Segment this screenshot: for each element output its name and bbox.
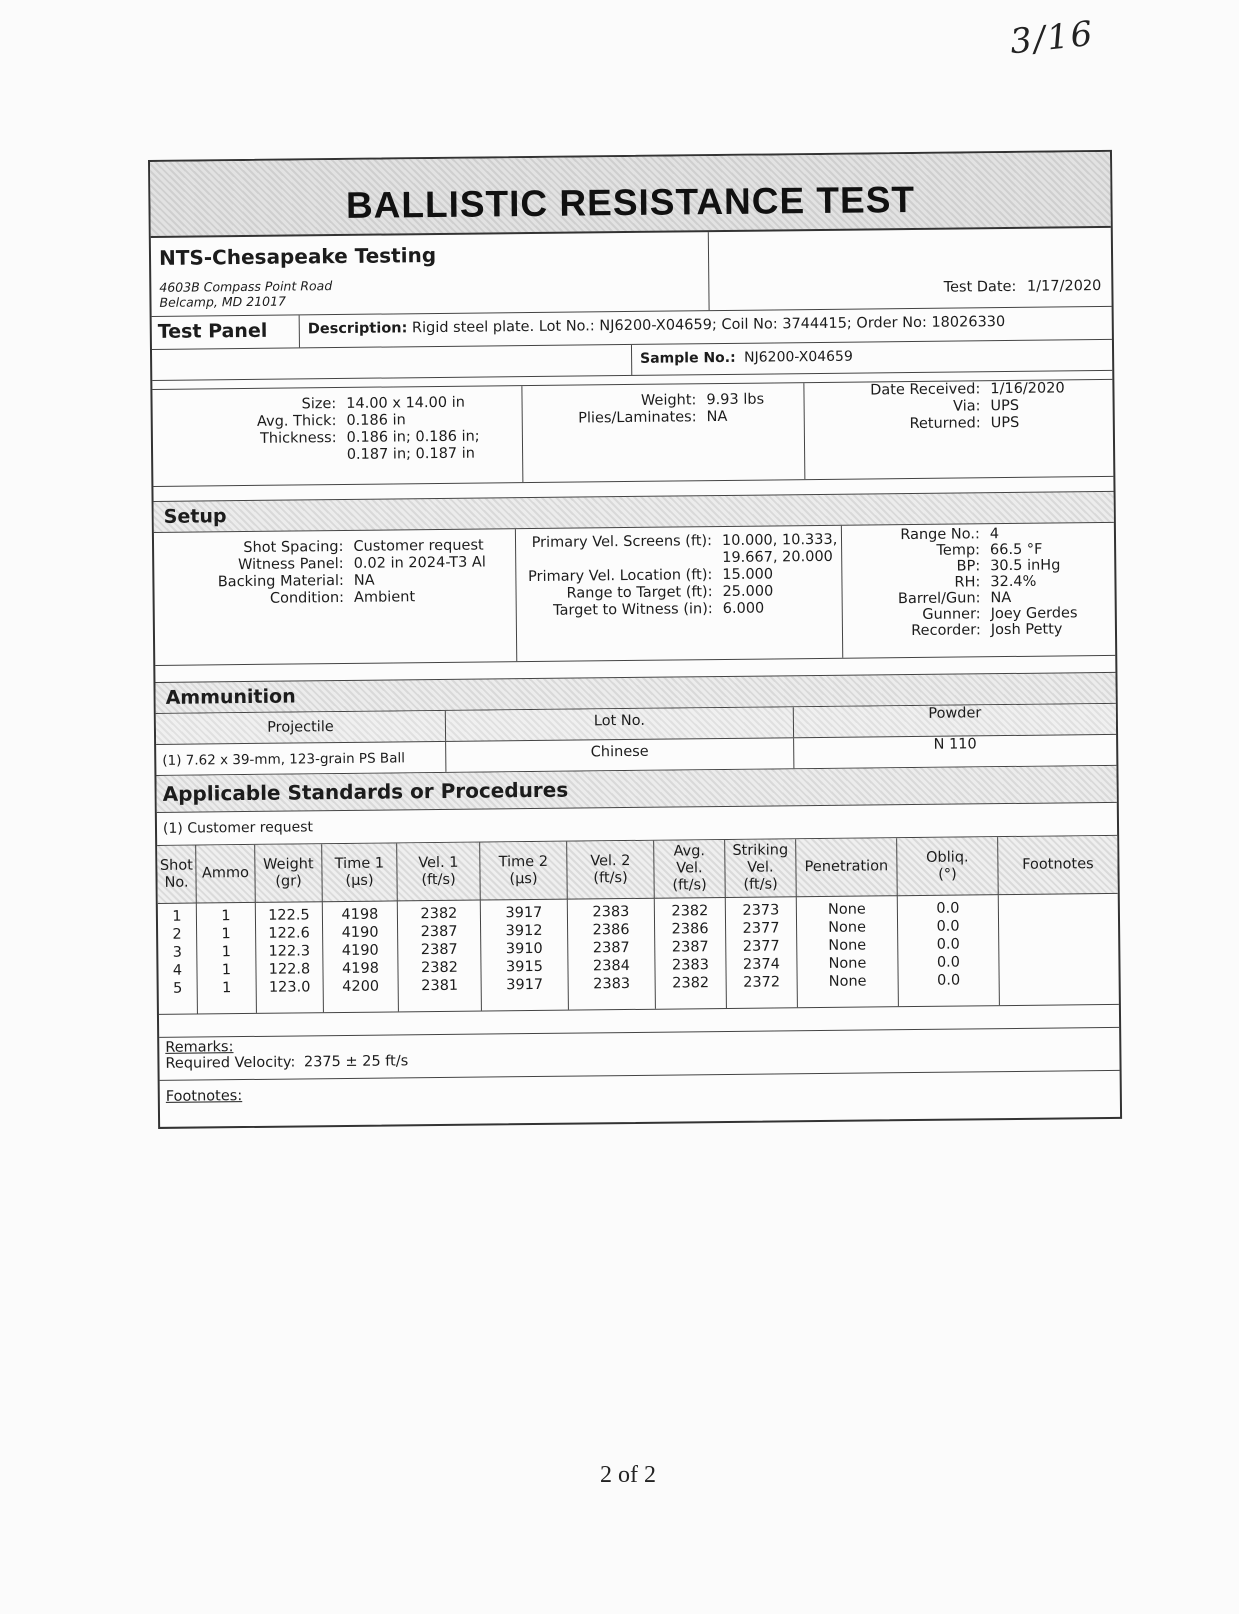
col-footnotes	[998, 893, 1119, 1005]
gunner-label: Gunner:	[922, 606, 981, 623]
test-panel-heading: Test Panel	[152, 315, 300, 349]
lab-address-line1: 4603B Compass Point Road	[159, 278, 333, 295]
col-penetration: None None None None None	[796, 896, 898, 1008]
range-no-value: 4	[989, 526, 1000, 543]
test-date-label: Test Date:	[943, 278, 1017, 296]
weight-value: 9.93 lbs	[706, 391, 765, 409]
bp-label: BP:	[956, 558, 981, 575]
temp-label: Temp:	[936, 542, 981, 559]
footnotes-label: Footnotes:	[165, 1088, 243, 1105]
barrel-label: Barrel/Gun:	[897, 590, 981, 608]
condition-label: Condition:	[269, 589, 345, 607]
setup-range-info	[842, 523, 1115, 658]
bp-value: 30.5 inHg	[990, 557, 1061, 575]
th-striking-vel: Striking Vel. (ft/s)	[725, 839, 797, 897]
setup-shot-info	[154, 529, 517, 665]
panel-specs-row	[152, 379, 1113, 487]
lab-name: NTS-Chesapeake Testing	[158, 242, 437, 270]
order-value: 18026330	[931, 314, 1006, 331]
condition-value: Ambient	[353, 589, 416, 606]
location-value: 15.000	[722, 566, 774, 584]
title-banner	[150, 152, 1111, 238]
th-vel2: Vel. 2 (ft/s)	[567, 841, 655, 899]
backing-value: NA	[353, 572, 375, 589]
col-avg-vel: 2382 2386 2387 2383 2382	[654, 897, 726, 1008]
th-weight: Weight (gr)	[255, 844, 323, 902]
shot-spacing-value: Customer request	[353, 537, 484, 555]
via-value: UPS	[990, 397, 1020, 415]
coil-label: Coil No:	[721, 316, 778, 334]
date-received-value: 1/16/2020	[990, 380, 1065, 398]
range-to-target-value: 25.000	[722, 583, 774, 601]
col-obliquity: 0.0 0.0 0.0 0.0 0.0	[897, 895, 999, 1007]
ammunition-heading: Ammunition	[155, 672, 1115, 714]
rh-value: 32.4%	[990, 573, 1037, 591]
col-vel2: 2383 2386 2387 2384 2383	[567, 898, 655, 1009]
target-to-witness-label: Target to Witness (in):	[553, 601, 713, 619]
screens-label: Primary Vel. Screens (ft):	[531, 533, 713, 552]
ammo-lot-value: Chinese	[446, 738, 794, 772]
col-weight: 122.5 122.6 122.3 122.8 123.0	[255, 902, 323, 1013]
th-shot-no: Shot No.	[157, 846, 196, 904]
panel-weight	[522, 383, 805, 482]
sample-number	[632, 340, 1112, 375]
size-value: 14.00 x 14.00 in	[346, 394, 465, 412]
temp-value: 66.5 °F	[989, 541, 1043, 559]
remarks-velocity-value: 2375 ± 25 ft/s	[303, 1053, 409, 1071]
plies-label: Plies/Laminates:	[578, 409, 697, 427]
footnotes-row	[160, 1071, 1120, 1127]
col-striking-vel: 2373 2377 2377 2374 2372	[725, 897, 797, 1008]
rh-label: RH:	[954, 574, 981, 591]
thickness-line1: 0.186 in; 0.186 in;	[346, 428, 480, 446]
th-footnotes: Footnotes	[998, 836, 1118, 895]
description-value: Rigid steel plate.	[411, 318, 535, 337]
th-vel1: Vel. 1 (ft/s)	[397, 843, 481, 901]
barrel-value: NA	[990, 589, 1012, 607]
description-label: Description:	[307, 320, 408, 338]
backing-label: Backing Material:	[217, 572, 344, 591]
form-title: BALLISTIC RESISTANCE TEST	[345, 178, 916, 226]
sample-blank	[152, 345, 632, 380]
th-obliquity: Obliq. (°)	[897, 837, 999, 896]
sample-label: Sample No.:	[640, 349, 736, 367]
panel-receipt	[804, 380, 1113, 479]
recorder-label: Recorder:	[911, 622, 981, 640]
via-label: Via:	[953, 398, 981, 415]
shots-table-row	[157, 836, 1119, 1015]
date-received-label: Date Received:	[870, 381, 981, 399]
powder-value: N 110	[933, 736, 977, 753]
shots-table	[157, 836, 1119, 1014]
lab-header-row	[151, 228, 1112, 317]
setup-row	[154, 523, 1115, 666]
th-penetration: Penetration	[796, 838, 898, 897]
coil-value: 3744415;	[782, 315, 852, 333]
col-time2: 3917 3912 3910 3915 3917	[480, 899, 568, 1010]
panel-dimensions	[152, 386, 523, 486]
lot-value: NJ6200-X04659;	[599, 317, 717, 335]
th-time1: Time 1 (µs)	[322, 843, 398, 901]
gunner-value: Joey Gerdes	[990, 605, 1078, 623]
avg-thick-label: Avg. Thick:	[256, 413, 337, 430]
target-to-witness-value: 6.000	[722, 600, 765, 618]
weight-label: Weight:	[640, 392, 697, 409]
returned-value: UPS	[990, 414, 1020, 432]
screens-line1: 10.000, 10.333,	[721, 531, 838, 550]
th-ammo: Ammo	[196, 845, 256, 903]
col-lot: Lot No.	[446, 707, 794, 741]
test-date	[944, 278, 1102, 296]
range-no-label: Range No.:	[900, 526, 980, 544]
standards-heading: Applicable Standards or Procedures	[156, 766, 1116, 813]
thickness-line2: 0.187 in; 0.187 in	[346, 445, 476, 463]
thickness-label: Thickness:	[259, 430, 337, 447]
shot-spacing-label: Shot Spacing:	[243, 538, 344, 557]
returned-label: Returned:	[909, 415, 981, 433]
remarks-velocity-label: Required Velocity:	[165, 1054, 296, 1072]
lab-address-line2: Belcamp, MD 21017	[159, 293, 287, 310]
handwritten-date-annotation: 3/16	[1008, 13, 1097, 63]
plies-value: NA	[706, 408, 728, 426]
lot-label: Lot No.:	[538, 318, 595, 335]
test-date-cell	[709, 228, 1112, 310]
col-shot-no: 1 2 3 4 5	[158, 903, 198, 1014]
setup-velocity-info	[516, 526, 843, 661]
avg-thick-value: 0.186 in	[346, 412, 406, 429]
th-time2: Time 2 (µs)	[480, 842, 568, 900]
recorder-value: Josh Petty	[990, 621, 1063, 639]
test-date-value: 1/17/2020	[1026, 278, 1102, 295]
screens-line2: 19.667, 20.000	[722, 548, 833, 567]
sample-value: NJ6200-X04659	[744, 348, 853, 366]
witness-panel-value: 0.02 in 2024-T3 Al	[353, 554, 486, 572]
col-ammo: 1 1 1 1 1	[196, 902, 256, 1013]
size-label: Size:	[301, 396, 337, 413]
col-projectile: Projectile	[156, 711, 446, 744]
footnotes	[160, 1071, 1120, 1127]
ballistic-test-form	[148, 150, 1122, 1129]
order-label: Order No:	[856, 314, 927, 332]
page-number: 2 of 2	[600, 1462, 656, 1488]
projectile-value: (1) 7.62 x 39-mm, 123-grain PS Ball	[156, 742, 446, 775]
col-powder: Powder	[928, 705, 982, 722]
lab-info	[151, 232, 710, 316]
col-time1: 4198 4190 4190 4198 4200	[322, 901, 398, 1012]
standards-item: (1) Customer request	[162, 819, 314, 837]
col-vel1: 2382 2387 2387 2382 2381	[397, 900, 481, 1011]
range-to-target-label: Range to Target (ft):	[566, 584, 713, 602]
witness-panel-label: Witness Panel:	[238, 555, 344, 574]
shots-data-row	[158, 893, 1119, 1014]
th-avg-vel: Avg. Vel. (ft/s)	[654, 840, 726, 898]
location-label: Primary Vel. Location (ft):	[528, 567, 713, 586]
remarks-label: Remarks:	[165, 1039, 234, 1056]
setup-heading: Setup	[154, 491, 1114, 533]
